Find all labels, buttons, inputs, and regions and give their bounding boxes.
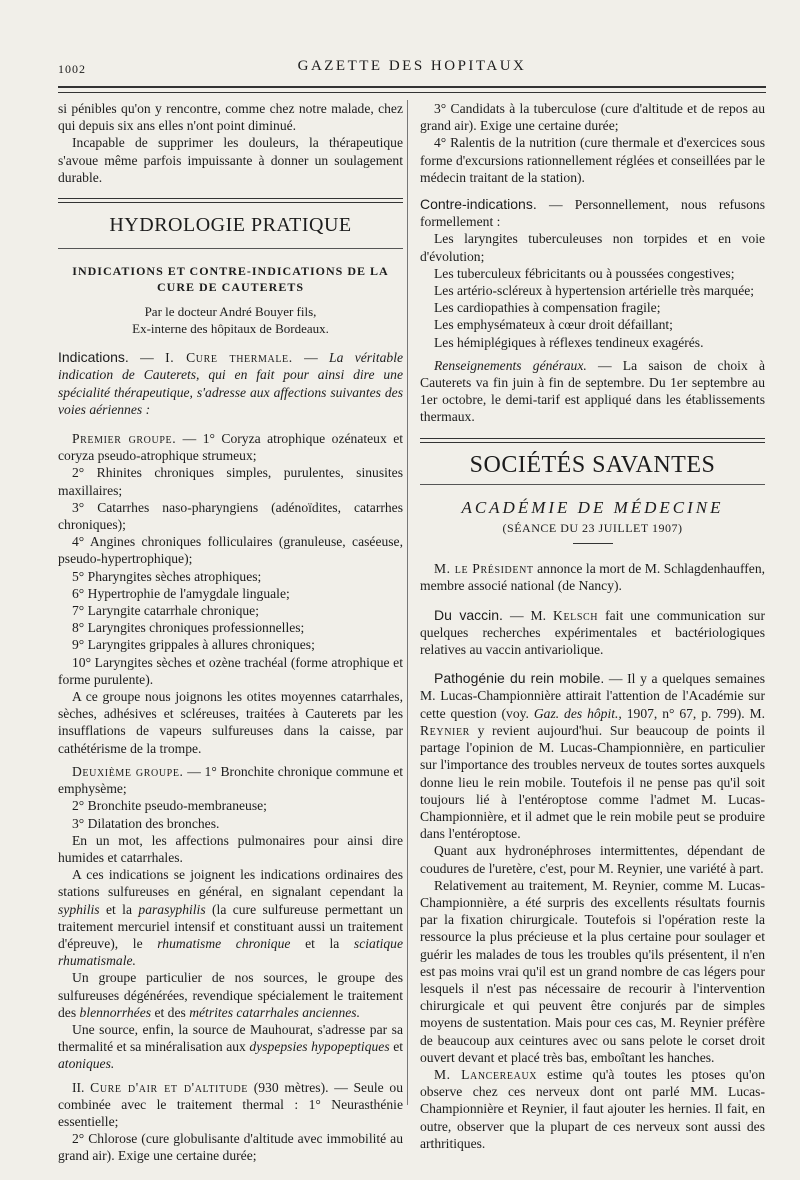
indication-item: 2° Rhinites chroniques simples, purulentes, sinusites maxillaires; — [58, 465, 403, 498]
indication-item: 9° Laryngites grippales à allures chroniques; — [72, 637, 315, 653]
chlorose-item: 2° Chlorose (cure globulisante d'altitude avec immobilité au grand air). Exige une certaine durée; — [58, 1131, 403, 1164]
president-paragraph: M. le Président annonce la mort de M. Schlagdenhauffen, membre associé national (de Nancy). — [420, 561, 766, 594]
indication-item: 4° Angines chroniques folliculaires (granuleuse, caséeuse, pseudo-hypertrophique); — [58, 534, 403, 567]
section-heading: HYDROLOGIE PRATIQUE — [109, 214, 352, 237]
indication-item: 6° Hypertrophie de l'amygdale linguale; — [72, 585, 290, 601]
article-author: Par le docteur André Bouyer fils, — [144, 304, 317, 320]
group-two-list — [58, 797, 403, 831]
contra-item: Les tuberculeux fébricitants ou à poussées congestives; — [434, 265, 735, 281]
group-two-summary: En un mot, les affections pulmonaires pour ainsi dire humides et catarrhales. — [58, 832, 403, 865]
otites-paragraph: A ce groupe nous joignons les otites moyennes catarrhales, sèches, adhésives et scléreuses, traitées à Cauterets par les insufflations de vapeurs sulfureuses dans la caisse, par cathétérisme de la trompe. — [58, 689, 403, 756]
group-one-list — [58, 464, 403, 688]
journal-title: GAZETTE DES HOPITAUX — [297, 58, 527, 74]
section-subrule — [420, 484, 765, 485]
right-column — [420, 100, 765, 1152]
contra-item: Les artério-scléreux à hypertension artérielle très marquée; — [434, 283, 755, 299]
indication-item: 3° Candidats à la tuberculose (cure d'altitude et de repos au grand air). Exige une certaine durée; — [420, 101, 765, 134]
academy-title: ACADÉMIE DE MÉDECINE — [461, 497, 724, 517]
cure-air-paragraph: II. Cure d'air et d'altitude (930 mètres). — Seule ou combinée avec le traitement thermal : 1° Neurasthénie essentielle; — [58, 1079, 403, 1129]
traitement-paragraph: Relativement au traitement, M. Reynier, comme M. Lucas-Championnière, a été surpris des excellents résultats fournis par la fixation chirurgicale. Toutefois si l'opération reste la ressource la plus précieuse et la plus certaine pour soulager et guérir les malades de tous les troubles qu'ils présentent, il n'en est pas moins vrai qu'il est un grand nombre de cas légers pour lesquels il n'est pas nécessaire de recourir à l'intervention chirurgicale et qui peuvent être conjurés par de simples moyens de sustentation. Mais pour ces cas, M. Reynier préfère de beaucoup aux ceintures avec ou sans pelote le corset droit ouvert devant et placé très bas, emboîtant les hanches. — [420, 877, 765, 1065]
indication-item: 8° Laryngites chroniques professionnelles; — [72, 620, 305, 636]
article-title: INDICATIONS ET CONTRE-INDICATIONS DE LA CURE DE CAUTERETS — [72, 264, 389, 295]
author-title: Ex-interne des hôpitaux de Bordeaux. — [132, 321, 329, 337]
article-rule — [58, 248, 403, 249]
group-two-heading: Deuxième groupe. — 1° Bronchite chronique commune et emphysème; — [58, 763, 403, 797]
contra-item: Les emphysémateux à cœur droit défaillant; — [434, 317, 673, 333]
contra-item: Les cardiopathies à compensation fragile; — [434, 300, 661, 316]
contra-heading: Contre-indications. — Personnellement, nous refusons formellement : — [420, 196, 765, 230]
contra-item: Les hémiplégiques à réflexes tendineux exagérés. — [434, 334, 704, 350]
contra-list — [420, 230, 765, 350]
session-date: (SÉANCE DU 23 JUILLET 1907) — [502, 521, 683, 536]
intro-paragraph: Incapable de supprimer les douleurs, la thérapeutique s'avoue même parfois impuissante à donner un soulagement durable. — [58, 135, 403, 185]
page-number: 1002 — [58, 62, 86, 76]
indications-paragraph: Indications. — I. Cure thermale. — La véritable indication de Cauterets, qui en fait pour ainsi dire une spécialité thérapeutique, s'adresse aux affections suivantes des voies aériennes : — [58, 349, 404, 417]
running-header — [58, 58, 766, 80]
section-rule — [58, 198, 403, 203]
header-rule — [58, 86, 766, 93]
intro-paragraph: si pénibles qu'on y rencontre, comme chez notre malade, chez qui depuis six ans elles n'ont point diminué. — [58, 101, 403, 134]
lancereaux-paragraph: M. Lancereaux estime qu'à toutes les ptoses qu'on observe chez ces nerveux dont ont parlé MM. Lucas-Championnière et Reynier, il faut ajouter les hernies. Il fait, en outre, observer que la plupart de ces nerveux sont aussi des arthritiques. — [420, 1066, 765, 1151]
indication-item: 3° Dilatation des bronches. — [72, 815, 220, 831]
sulfureuses-paragraph: Un groupe particulier de nos sources, le groupe des sulfureuses dégénérées, revendique spécialement le traitement des blennorrhées et des métrites catarrhales anciennes. — [58, 970, 403, 1020]
rein-mobile-paragraph: Pathogénie du rein mobile. — Il y a quelques semaines M. Lucas-Championnière attirait l'attention de l'Académie sur cette question (voy. Gaz. des hôpit., 1907, n° 67, p. 799). M. Reynier y revient aujourd'hui. Sur beaucoup de points il partage l'opinion de M. Lucas-Championnière, en particulier sur l'importance des troubles nerveux de toutes sortes auxquels donne lieu le rein mobile. Toutefois il ne pense pas qu'il soit toujours lié à l'entéroptose comme l'admet M. Lucas-Championnière, et il admet que le rein mobile peut se produire dans l'entéroptose. — [420, 670, 765, 842]
indication-item: 10° Laryngites sèches et ozène trachéal (forme atrophique et forme purulente). — [58, 654, 403, 687]
indication-item: 5° Pharyngites sèches atrophiques; — [72, 568, 262, 584]
indication-item: 3° Catarrhes naso-pharyngiens (adénoïdites, catarrhes chroniques); — [58, 499, 403, 533]
hydronephrose-paragraph: Quant aux hydronéphroses intermittentes, dépendant de coudures de l'uretère, c'est, pour M. Reynier, une variété à part. — [420, 843, 765, 876]
column-divider — [407, 100, 408, 1105]
indication-item: 2° Bronchite pseudo-membraneuse; — [72, 798, 267, 814]
indication-item: 4° Ralentis de la nutrition (cure thermale et d'exercices sous forme d'excursions rationnellement réglées et conseillées par le médecin traitant de la station). — [420, 135, 765, 185]
section-rule — [420, 438, 765, 443]
left-column — [58, 100, 403, 1165]
altitude-list — [420, 100, 765, 186]
indication-item: 7° Laryngite catarrhale chronique; — [72, 603, 259, 619]
short-rule — [573, 543, 613, 544]
section-heading: SOCIÉTÉS SAVANTES — [469, 451, 716, 478]
contra-item: Les laryngites tuberculeuses non torpides et en voie d'évolution; — [420, 231, 765, 264]
group-one-heading: Premier groupe. — 1° Coryza atrophique ozénateux et coryza pseudo-atrophique strumeux; — [58, 431, 404, 464]
mauhourat-paragraph: Une source, enfin, la source de Mauhourat, s'adresse par sa thermalité et sa minéralisation aux dyspepsies hypopeptiques et atoniques. — [58, 1021, 403, 1072]
vaccin-paragraph: Du vaccin. — M. Kelsch fait une communication sur quelques recherches expérimentales et bactériologiques relatives au vaccin antivariolique. — [420, 606, 766, 658]
renseignements-paragraph: Renseignements généraux. — La saison de choix à Cauterets va fin juin à fin de septembre. Du 1er septembre au 1er octobre, le demi-tarif est appliqué dans les établissements thermaux. — [420, 357, 765, 425]
syphilis-paragraph: A ces indications se joignent les indications ordinaires des stations sulfureuses en général, en signalant cependant la syphilis et la parasyphilis (la cure sulfureuse permettant un traitement mercuriel intensif et constituant aussi un traitement d'épreuve), le rhumatisme chronique et la sciatique rhumatismale. — [58, 867, 404, 969]
